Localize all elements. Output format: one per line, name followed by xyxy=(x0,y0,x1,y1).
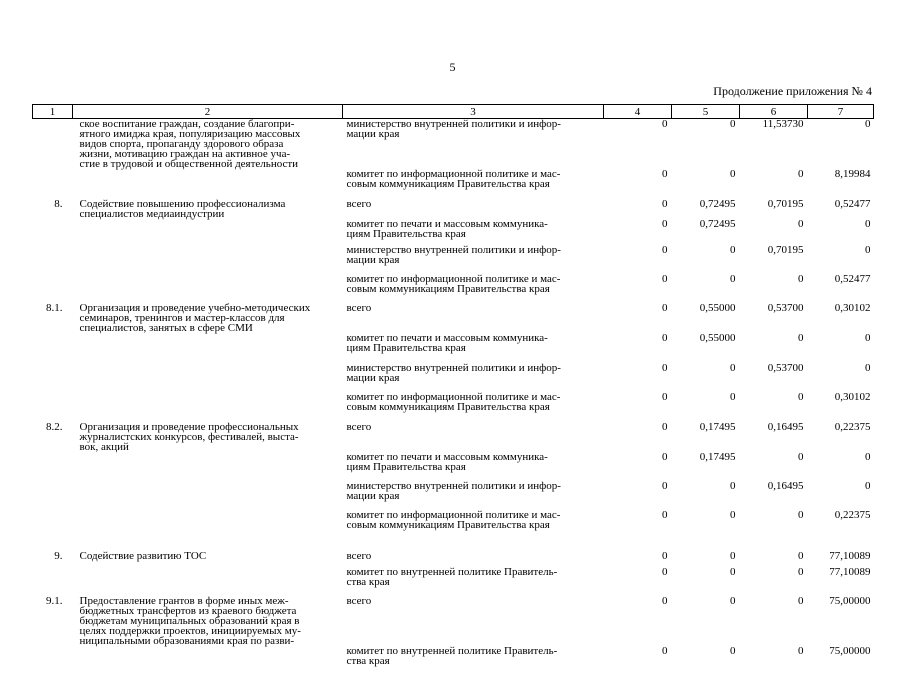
value-col-6: 11,53730 xyxy=(762,118,804,130)
value-col-4: 0 xyxy=(662,550,668,562)
executor xyxy=(343,303,604,333)
executor-line: комитет по печати и массовым коммуника- xyxy=(346,218,548,230)
row-number: 8.2. xyxy=(46,421,63,433)
column-header-3: 3 xyxy=(343,105,604,119)
value-col-6: 0,70195 xyxy=(767,198,804,210)
value-col-4: 0 xyxy=(662,421,668,433)
value-col-6: 0 xyxy=(798,168,804,180)
value-col-4: 0 xyxy=(662,480,668,492)
executor-line: мации края xyxy=(346,490,400,502)
activity-name-line: специалистов медиаиндустрии xyxy=(79,208,225,220)
value-col-4: 0 xyxy=(662,118,668,130)
table-row xyxy=(33,596,874,646)
activity-name-line: Содействие повышению профессионализма xyxy=(79,198,286,210)
activity-name xyxy=(73,274,343,303)
table-row xyxy=(33,274,874,303)
executor-line: всего xyxy=(346,302,372,314)
row-number xyxy=(33,567,73,596)
column-header-5: 5 xyxy=(672,105,740,119)
activity-name-line: вок, акций xyxy=(79,441,129,453)
activity-name xyxy=(73,303,343,333)
row-number xyxy=(33,219,73,245)
executor-line: циям Правительства края xyxy=(346,342,466,354)
value-col-5: 0 xyxy=(730,550,736,562)
executor-line: комитет по печати и массовым коммуника- xyxy=(346,332,548,344)
activity-name-line: жизни, мотивацию граждан на активное уча- xyxy=(79,148,291,160)
executor xyxy=(343,392,604,422)
value-col-4: 0 xyxy=(662,198,668,210)
activity-name xyxy=(73,510,343,551)
executor-line: ства края xyxy=(346,655,390,667)
executor xyxy=(343,551,604,567)
value-col-5: 0 xyxy=(730,244,736,256)
executor xyxy=(343,169,604,199)
value-col-4: 0 xyxy=(662,451,668,463)
table-row xyxy=(33,551,874,567)
column-header-2: 2 xyxy=(73,105,343,119)
value-col-5: 0,72495 xyxy=(699,218,736,230)
executor-line: министерство внутренней политики и инфор- xyxy=(346,244,561,256)
executor-line: всего xyxy=(346,550,372,562)
table-row xyxy=(33,245,874,274)
executor xyxy=(343,481,604,510)
value-col-7: 0 xyxy=(865,362,871,374)
activity-name-line: Организация и проведение профессиональных xyxy=(79,421,299,433)
value-col-4: 0 xyxy=(662,645,668,657)
activity-name-line: бюджетных трансфертов из краевого бюджета xyxy=(79,605,297,617)
value-col-4: 0 xyxy=(662,595,668,607)
value-col-6: 0,16495 xyxy=(767,421,804,433)
value-col-6: 0 xyxy=(798,451,804,463)
row-number xyxy=(33,481,73,510)
activity-name xyxy=(73,481,343,510)
executor-line: комитет по информационной политике и мас- xyxy=(346,273,561,285)
executor-line: всего xyxy=(346,421,372,433)
activity-name xyxy=(73,363,343,392)
value-col-7: 0,52477 xyxy=(834,198,871,210)
value-col-6: 0,16495 xyxy=(767,480,804,492)
value-col-5: 0,55000 xyxy=(699,302,736,314)
column-header-7: 7 xyxy=(808,105,874,119)
value-col-6: 0 xyxy=(798,645,804,657)
value-col-7: 75,00000 xyxy=(829,595,871,607)
value-col-6: 0 xyxy=(798,550,804,562)
executor xyxy=(343,510,604,551)
activity-name-line: специалистов, занятых в сфере СМИ xyxy=(79,322,253,334)
activity-name-line: видов спорта, пропаганду здорового образа xyxy=(79,138,284,150)
executor-line: комитет по информационной политике и мас- xyxy=(346,391,561,403)
executor-line: мации края xyxy=(346,128,400,140)
executor xyxy=(343,596,604,646)
value-col-5: 0 xyxy=(730,273,736,285)
value-col-7: 0,30102 xyxy=(834,391,871,403)
activity-name-line: журналистских конкурсов, фестивалей, выста- xyxy=(79,431,299,443)
executor-line: совым коммуникациям Правительства края xyxy=(346,178,550,190)
table-row xyxy=(33,119,874,170)
activity-name-line: семинаров, тренингов и мастер-классов для xyxy=(79,312,285,324)
value-col-4: 0 xyxy=(662,273,668,285)
table-row xyxy=(33,452,874,481)
table-row xyxy=(33,646,874,696)
executor-line: комитет по печати и массовым коммуника- xyxy=(346,451,548,463)
value-col-7: 77,10089 xyxy=(829,550,871,562)
value-col-7: 0,52477 xyxy=(834,273,871,285)
activity-name-line: Содействие развитию ТОС xyxy=(79,550,207,562)
executor xyxy=(343,274,604,303)
table-row xyxy=(33,567,874,596)
activity-name xyxy=(73,119,343,170)
executor xyxy=(343,363,604,392)
activity-name-line: стие в трудовой и общественной деятельности xyxy=(79,158,299,170)
value-col-7: 77,10089 xyxy=(829,566,871,578)
activity-name xyxy=(73,646,343,696)
value-col-4: 0 xyxy=(662,244,668,256)
activity-name xyxy=(73,452,343,481)
activity-name-line: ниципальными образованиями края по разви- xyxy=(79,635,295,647)
activity-name-line: целях поддержки проектов, инициируемых му- xyxy=(79,625,301,637)
value-col-6: 0 xyxy=(798,566,804,578)
table-row xyxy=(33,219,874,245)
value-col-4: 0 xyxy=(662,362,668,374)
table-row xyxy=(33,510,874,551)
executor-line: министерство внутренней политики и инфор- xyxy=(346,480,561,492)
column-header-4: 4 xyxy=(604,105,672,119)
activity-name xyxy=(73,551,343,567)
table-row xyxy=(33,363,874,392)
value-col-4: 0 xyxy=(662,302,668,314)
executor-line: комитет по информационной политике и мас- xyxy=(346,509,561,521)
value-col-4: 0 xyxy=(662,566,668,578)
row-number xyxy=(33,646,73,696)
value-col-5: 0 xyxy=(730,118,736,130)
table-row xyxy=(33,169,874,199)
table-row xyxy=(33,199,874,219)
executor xyxy=(343,219,604,245)
activity-name xyxy=(73,199,343,219)
table-row xyxy=(33,392,874,422)
executor-line: министерство внутренней политики и инфор- xyxy=(346,362,561,374)
activity-name-line: Организация и проведение учебно-методических xyxy=(79,302,311,314)
value-col-4: 0 xyxy=(662,168,668,180)
value-col-6: 0 xyxy=(798,509,804,521)
value-col-5: 0 xyxy=(730,391,736,403)
table-row xyxy=(33,303,874,333)
value-col-5: 0 xyxy=(730,168,736,180)
activity-name xyxy=(73,422,343,452)
row-number xyxy=(33,392,73,422)
value-col-5: 0 xyxy=(730,595,736,607)
executor-line: совым коммуникациям Правительства края xyxy=(346,519,550,531)
continuation-label: Продолжение приложения № 4 xyxy=(713,84,872,98)
activity-name xyxy=(73,169,343,199)
activity-name-line: ское воспитание граждан, создание благопри- xyxy=(79,118,295,130)
value-col-6: 0 xyxy=(798,391,804,403)
row-number xyxy=(33,245,73,274)
row-number: 8. xyxy=(54,198,63,210)
executor-line: комитет по информационной политике и мас- xyxy=(346,168,561,180)
value-col-5: 0,17495 xyxy=(699,421,736,433)
budget-table xyxy=(32,104,874,696)
executor xyxy=(343,119,604,170)
value-col-7: 75,00000 xyxy=(829,645,871,657)
value-col-5: 0 xyxy=(730,566,736,578)
row-number xyxy=(33,510,73,551)
value-col-7: 0 xyxy=(865,332,871,344)
value-col-7: 0 xyxy=(865,480,871,492)
activity-name xyxy=(73,392,343,422)
value-col-7: 8,19984 xyxy=(834,168,871,180)
executor xyxy=(343,452,604,481)
row-number xyxy=(33,363,73,392)
executor-line: всего xyxy=(346,595,372,607)
value-col-7: 0 xyxy=(865,244,871,256)
executor-line: комитет по внутренней политике Правитель- xyxy=(346,645,558,657)
value-col-5: 0,72495 xyxy=(699,198,736,210)
activity-name xyxy=(73,245,343,274)
value-col-5: 0 xyxy=(730,509,736,521)
value-col-6: 0 xyxy=(798,595,804,607)
value-col-7: 0,22375 xyxy=(834,509,871,521)
value-col-7: 0 xyxy=(865,118,871,130)
value-col-6: 0,70195 xyxy=(767,244,804,256)
activity-name-line: бюджетам муниципальных образований края в xyxy=(79,615,300,627)
executor-line: циям Правительства края xyxy=(346,228,466,240)
value-col-7: 0 xyxy=(865,451,871,463)
executor xyxy=(343,422,604,452)
value-col-6: 0,53700 xyxy=(767,302,804,314)
value-col-7: 0,30102 xyxy=(834,302,871,314)
activity-name xyxy=(73,219,343,245)
row-number xyxy=(33,333,73,363)
row-number xyxy=(33,119,73,170)
value-col-4: 0 xyxy=(662,509,668,521)
executor-line: мации края xyxy=(346,372,400,384)
executor-line: совым коммуникациям Правительства края xyxy=(346,401,550,413)
activity-name xyxy=(73,596,343,646)
activity-name xyxy=(73,567,343,596)
table-row xyxy=(33,333,874,363)
row-number: 9.1. xyxy=(46,595,63,607)
value-col-4: 0 xyxy=(662,391,668,403)
executor xyxy=(343,646,604,696)
executor xyxy=(343,245,604,274)
value-col-6: 0 xyxy=(798,332,804,344)
value-col-4: 0 xyxy=(662,218,668,230)
executor-line: всего xyxy=(346,198,372,210)
executor-line: циям Правительства края xyxy=(346,461,466,473)
column-header-1: 1 xyxy=(33,105,73,119)
row-number: 9. xyxy=(54,550,63,562)
activity-name-line: Предоставление грантов в форме иных меж- xyxy=(79,595,289,607)
executor-line: совым коммуникациям Правительства края xyxy=(346,283,550,295)
executor-line: мации края xyxy=(346,254,400,266)
column-header-6: 6 xyxy=(740,105,808,119)
value-col-4: 0 xyxy=(662,332,668,344)
row-number xyxy=(33,452,73,481)
activity-name-line: ятного имиджа края, популяризацию массовых xyxy=(79,128,301,140)
value-col-7: 0,22375 xyxy=(834,421,871,433)
executor-line: комитет по внутренней политике Правитель- xyxy=(346,566,558,578)
page-number: 5 xyxy=(449,60,456,74)
executor-line: ства края xyxy=(346,576,390,588)
executor-line: министерство внутренней политики и инфор- xyxy=(346,118,561,130)
column-number-row xyxy=(33,105,874,119)
value-col-5: 0,55000 xyxy=(699,332,736,344)
row-number: 8.1. xyxy=(46,302,63,314)
row-number xyxy=(33,274,73,303)
executor xyxy=(343,199,604,219)
value-col-6: 0,53700 xyxy=(767,362,804,374)
activity-name xyxy=(73,333,343,363)
table-row xyxy=(33,422,874,452)
value-col-5: 0,17495 xyxy=(699,451,736,463)
value-col-6: 0 xyxy=(798,218,804,230)
executor xyxy=(343,567,604,596)
value-col-5: 0 xyxy=(730,480,736,492)
table-row xyxy=(33,481,874,510)
value-col-6: 0 xyxy=(798,273,804,285)
value-col-5: 0 xyxy=(730,645,736,657)
row-number xyxy=(33,169,73,199)
executor xyxy=(343,333,604,363)
value-col-5: 0 xyxy=(730,362,736,374)
value-col-7: 0 xyxy=(865,218,871,230)
